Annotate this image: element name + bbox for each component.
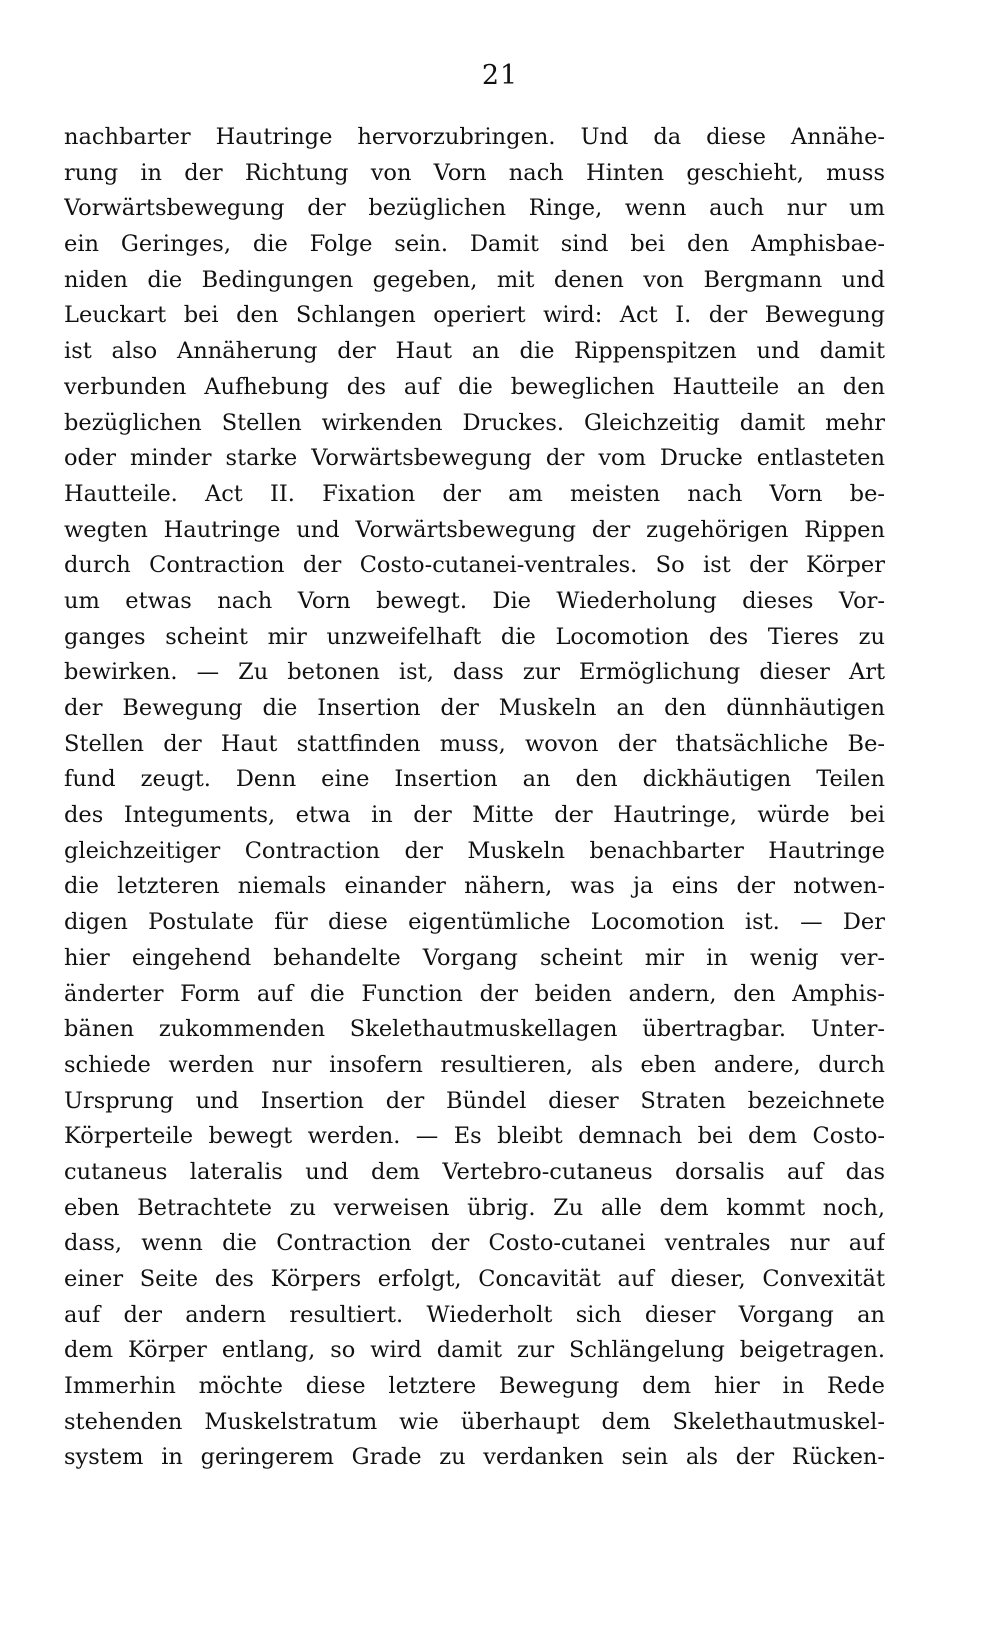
body-text [64,120,885,1476]
text-line: die letzteren niemals einander nähern, was ja eins der notwen- [64,873,885,900]
text-line: gleichzeitiger Contraction der Muskeln benachbarter Hautringe [64,837,885,864]
text-line: bezüglichen Stellen wirkenden Druckes. Gleichzeitig damit mehr [64,409,885,436]
text-line: ganges scheint mir unzweifelhaft die Locomotion des Tieres zu [64,623,885,650]
text-line: Vorwärtsbewegung der bezüglichen Ringe, wenn auch nur um [64,195,885,222]
text-line: cutaneus lateralis und dem Vertebro-cutaneus dorsalis auf das [64,1158,885,1185]
text-line: Ursprung und Insertion der Bündel dieser Straten bezeichnete [64,1087,885,1114]
text-line: änderter Form auf die Function der beiden andern, den Amphis- [64,980,885,1007]
text-line: um etwas nach Vorn bewegt. Die Wiederholung dieses Vor- [64,587,885,614]
text-line: der Bewegung die Insertion der Muskeln an den dünnhäutigen [64,695,885,721]
text-line: Körperteile bewegt werden. — Es bleibt demnach bei dem Costo- [64,1123,885,1150]
text-line: schiede werden nur insofern resultieren, als eben andere, durch [64,1051,885,1078]
text-line: bewirken. — Zu betonen ist, dass zur Ermöglichung dieser Art [64,659,885,686]
text-line: rung in der Richtung von Vorn nach Hinten geschieht, muss [64,159,885,186]
text-line: ist also Annäherung der Haut an die Rippenspitzen und damit [64,338,885,365]
text-line: niden die Bedingungen gegeben, mit denen von Bergmann und [64,266,885,293]
text-line: ein Geringes, die Folge sein. Damit sind bei den Amphisbae- [64,231,885,258]
text-line: bänen zukommenden Skelethautmuskellagen übertragbar. Unter- [64,1016,885,1043]
text-line: system in geringerem Grade zu verdanken sein als der Rücken- [64,1444,885,1471]
text-line: dem Körper entlang, so wird damit zur Schlängelung beigetragen. [64,1337,885,1364]
text-line: nachbarter Hautringe hervorzubringen. Und da diese Annähe- [64,124,885,150]
text-line: stehenden Muskelstratum wie überhaupt dem Skelethautmuskel- [64,1408,885,1435]
text-line: dass, wenn die Contraction der Costo-cutanei ventrales nur auf [64,1230,885,1257]
text-line: verbunden Aufhebung des auf die beweglichen Hautteile an den [64,373,885,400]
text-line: des Integuments, etwa in der Mitte der Hautringe, würde bei [64,802,885,829]
text-line: Stellen der Haut stattfinden muss, wovon der thatsächliche Be- [64,730,885,757]
text-line: eben Betrachtete zu verweisen übrig. Zu alle dem kommt noch, [64,1194,885,1221]
text-line: durch Contraction der Costo-cutanei-ventrales. So ist der Körper [64,552,885,579]
text-line: fund zeugt. Denn eine Insertion an den dickhäutigen Teilen [64,766,885,793]
text-line: auf der andern resultiert. Wiederholt sich dieser Vorgang an [64,1301,885,1328]
text-line: oder minder starke Vorwärtsbewegung der vom Drucke entlasteten [64,445,885,472]
text-line: Leuckart bei den Schlangen operiert wird: Act I. der Bewegung [64,302,885,329]
text-line: Immerhin möchte diese letztere Bewegung dem hier in Rede [64,1373,885,1400]
page-number: 21 [481,60,519,91]
text-line: digen Postulate für diese eigentümliche Locomotion ist. — Der [64,909,885,936]
text-line: Hautteile. Act II. Fixation der am meisten nach Vorn be- [64,480,885,507]
text-line: hier eingehend behandelte Vorgang scheint mir in wenig ver- [64,944,885,971]
text-line: einer Seite des Körpers erfolgt, Concavität auf dieser, Convexität [64,1266,885,1292]
text-line: wegten Hautringe und Vorwärtsbewegung der zugehörigen Rippen [64,516,885,543]
